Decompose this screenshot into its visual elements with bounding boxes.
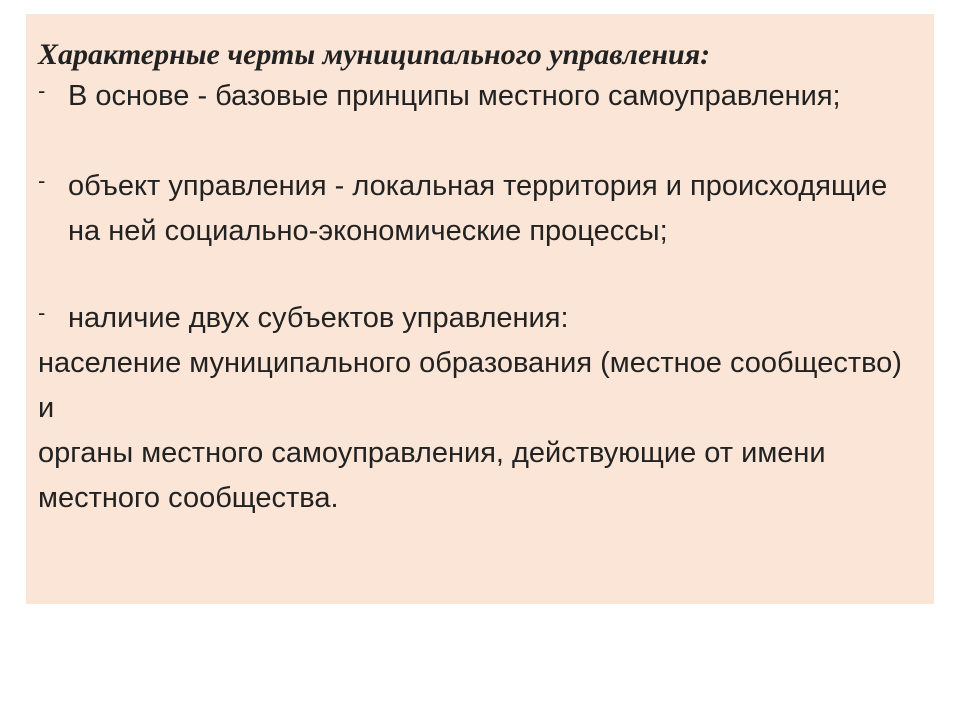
bullet-text: наличие двух субъектов управления: (68, 302, 569, 334)
bullet-dash-icon: - (38, 78, 46, 103)
paragraph-population: население муниципального образования (местное сообщество) и (38, 347, 902, 424)
bullet-dash-icon: - (38, 168, 46, 193)
bullet-text: В основе - базовые принципы местного самоуправления; (68, 80, 841, 112)
content-box (26, 14, 934, 604)
slide-heading: Характерные черты муниципального управления: (38, 38, 711, 71)
bullet-item (38, 74, 922, 119)
bullet-text: объект управления - локальная территория и происходящие на ней социально-экономические процессы; (68, 170, 888, 247)
paragraph-authorities: органы местного самоуправления, действующие от имени местного сообщества. (38, 437, 826, 514)
bullet-dash-icon: - (38, 300, 46, 325)
bullet-item (38, 164, 922, 254)
bullet-item (38, 296, 922, 341)
